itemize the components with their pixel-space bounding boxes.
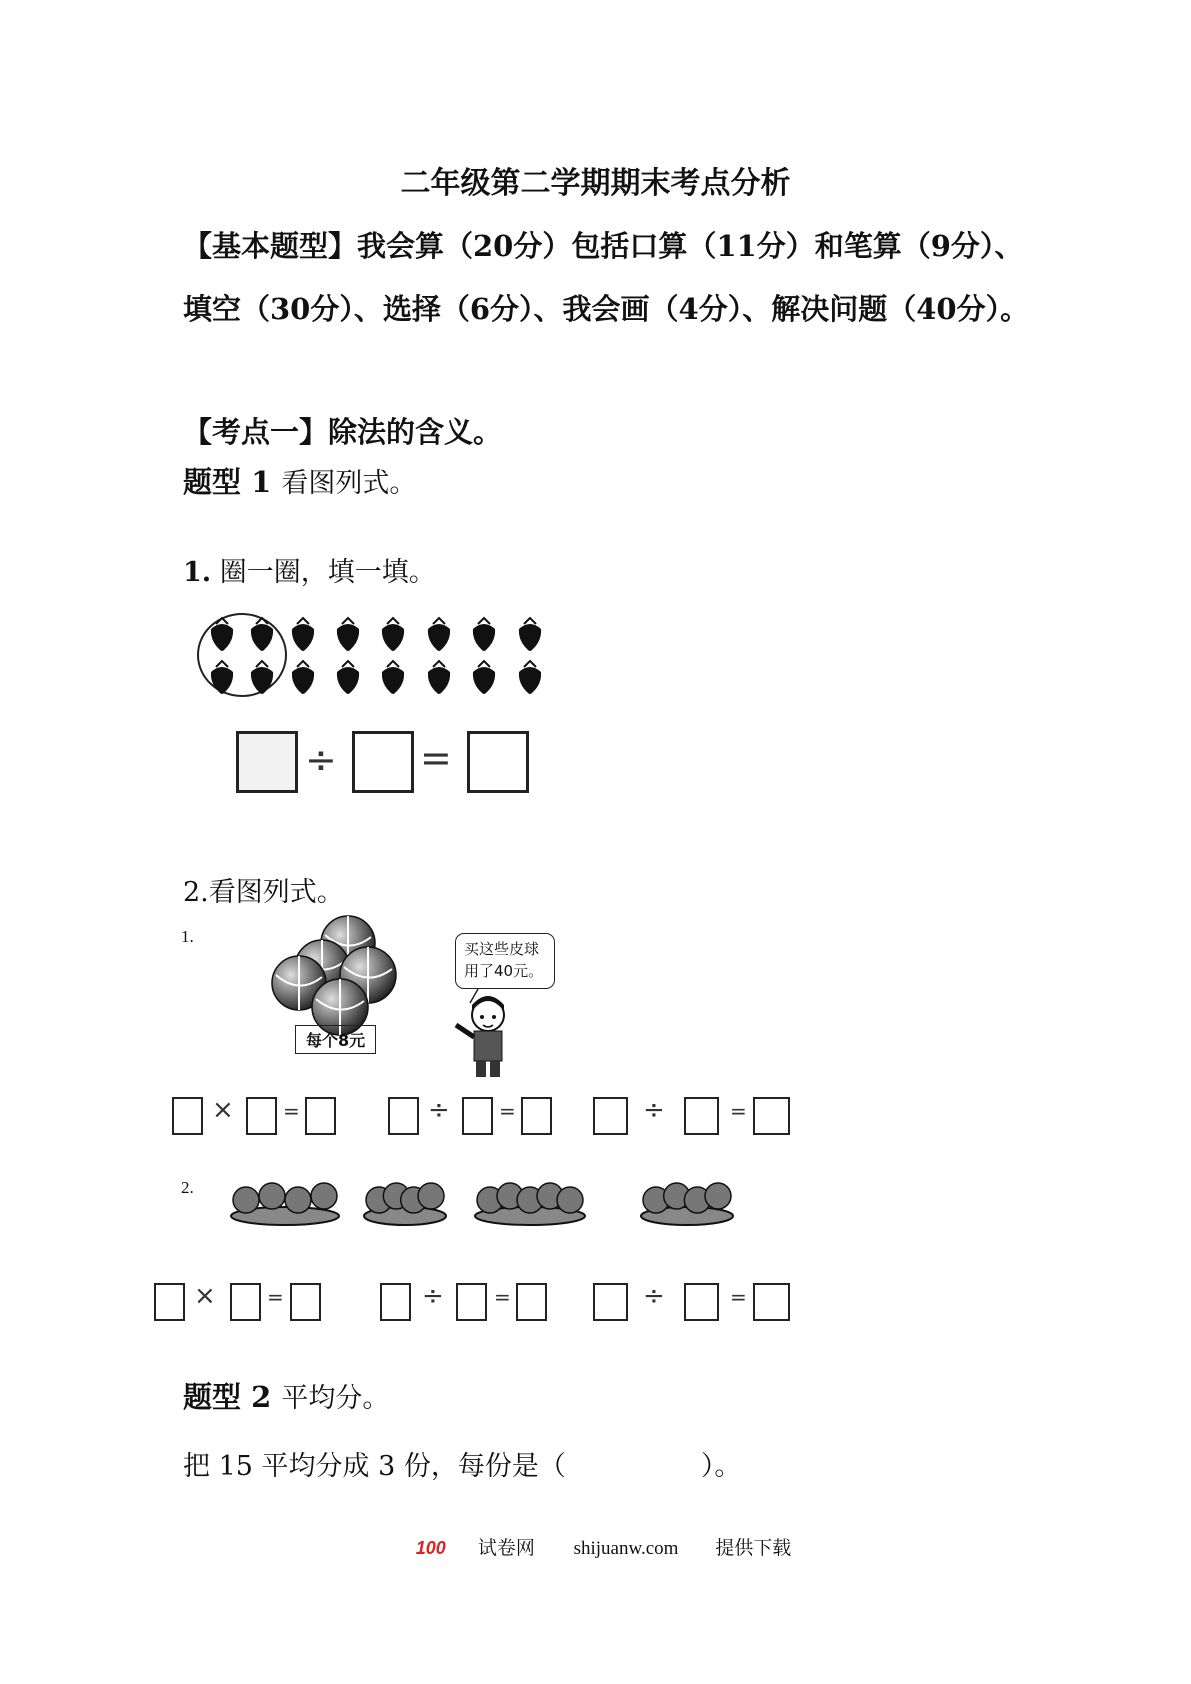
answer-box[interactable]	[593, 1283, 628, 1321]
strawberry-icon	[519, 618, 541, 651]
strawberry-icon	[428, 618, 450, 651]
equals-sign: =	[420, 736, 452, 780]
apple-plate-icon	[475, 1183, 585, 1225]
strawberry-icon	[382, 618, 404, 651]
page-title: 二年级第二学期期末考点分析	[400, 166, 791, 201]
times-sign: ×	[212, 1095, 234, 1125]
answer-box[interactable]	[516, 1283, 547, 1321]
strawberry-icon	[428, 661, 450, 694]
answer-box[interactable]	[462, 1097, 493, 1135]
strawberry-icon	[337, 661, 359, 694]
question-type-2-label: 题型 2	[183, 1380, 272, 1414]
strawberry-icon	[337, 618, 359, 651]
apple-plate-icon	[364, 1183, 446, 1225]
equals-sign: =	[730, 1099, 747, 1123]
apple-plate-group	[231, 1183, 733, 1225]
strawberry-group	[211, 618, 541, 694]
question-type-1-label: 题型 1	[183, 465, 272, 499]
divide-sign: ÷	[428, 1095, 450, 1125]
answer-box[interactable]	[246, 1097, 277, 1135]
question-type-2-text: 平均分。	[281, 1383, 390, 1414]
price-label: 每个8元	[295, 1025, 376, 1054]
point-one-heading: 【考点一】除法的含义。	[183, 415, 503, 449]
question-type-2	[183, 1375, 389, 1416]
apple-plate-icon	[231, 1183, 339, 1225]
answer-box[interactable]	[467, 731, 529, 793]
strawberry-icon	[519, 661, 541, 694]
footer-note: 提供下载	[715, 1538, 792, 1559]
divide-sign: ÷	[643, 1095, 665, 1125]
question-2: 2.看图列式。	[183, 877, 344, 908]
answer-box[interactable]	[684, 1283, 719, 1321]
strawberry-icon	[211, 661, 233, 694]
equals-sign: =	[730, 1285, 747, 1309]
question-1-number: 1.	[183, 557, 212, 588]
strawberry-icon	[382, 661, 404, 694]
sub-question-1-number: 1.	[181, 927, 194, 946]
question-3: 把 15 平均分成 3 份，每份是（ ）。	[183, 1451, 742, 1482]
equals-sign: =	[283, 1099, 300, 1123]
answer-box[interactable]	[172, 1097, 203, 1135]
footer-logo: 100	[415, 1538, 446, 1558]
strawberry-icon	[473, 618, 495, 651]
answer-box[interactable]	[753, 1283, 790, 1321]
speech-line-1: 买这些皮球	[464, 940, 540, 958]
divide-sign: ÷	[422, 1281, 444, 1311]
strawberry-icon	[473, 661, 495, 694]
answer-box[interactable]	[230, 1283, 261, 1321]
question-type-1	[183, 460, 416, 501]
equals-sign: =	[499, 1099, 516, 1123]
answer-box[interactable]	[290, 1283, 321, 1321]
intro-paragraph: 【基本题型】我会算（20分）包括口算（11分）和笔算（9分）、填空（30分）、选择（6分）、我会画（4分）、解决问题（40分）。	[183, 229, 1030, 326]
answer-box[interactable]	[593, 1097, 628, 1135]
question-1	[183, 550, 436, 589]
strawberry-icon	[251, 661, 273, 694]
times-sign: ×	[194, 1281, 216, 1311]
question-type-1-text: 看图列式。	[281, 468, 417, 499]
answer-box[interactable]	[305, 1097, 336, 1135]
divide-sign: ÷	[643, 1281, 665, 1311]
divide-sign: ÷	[305, 738, 337, 782]
equals-sign: =	[494, 1285, 511, 1309]
speech-line-2: 用了40元。	[464, 962, 544, 980]
answer-box[interactable]	[456, 1283, 487, 1321]
sub-question-2-number: 2.	[181, 1178, 194, 1197]
answer-box[interactable]	[236, 731, 298, 793]
page-footer	[0, 1533, 1191, 1560]
answer-box[interactable]	[380, 1283, 411, 1321]
circle-group	[198, 614, 286, 696]
equals-sign: =	[267, 1285, 284, 1309]
strawberry-figure	[195, 605, 555, 705]
footer-site-name: 试卷网	[477, 1538, 535, 1559]
strawberry-icon	[292, 618, 314, 651]
answer-box[interactable]	[154, 1283, 185, 1321]
answer-box[interactable]	[388, 1097, 419, 1135]
answer-box[interactable]	[521, 1097, 552, 1135]
boy-icon	[448, 985, 518, 1080]
strawberry-icon	[292, 661, 314, 694]
question-1-text: 圈一圈，填一填。	[219, 557, 436, 588]
speech-bubble	[455, 933, 555, 989]
apple-plate-icon	[641, 1183, 733, 1225]
footer-url[interactable]: shijuanw.com	[573, 1538, 679, 1559]
apple-plates-figure	[230, 1160, 750, 1230]
answer-box[interactable]	[753, 1097, 790, 1135]
answer-box[interactable]	[684, 1097, 719, 1135]
answer-box[interactable]	[352, 731, 414, 793]
